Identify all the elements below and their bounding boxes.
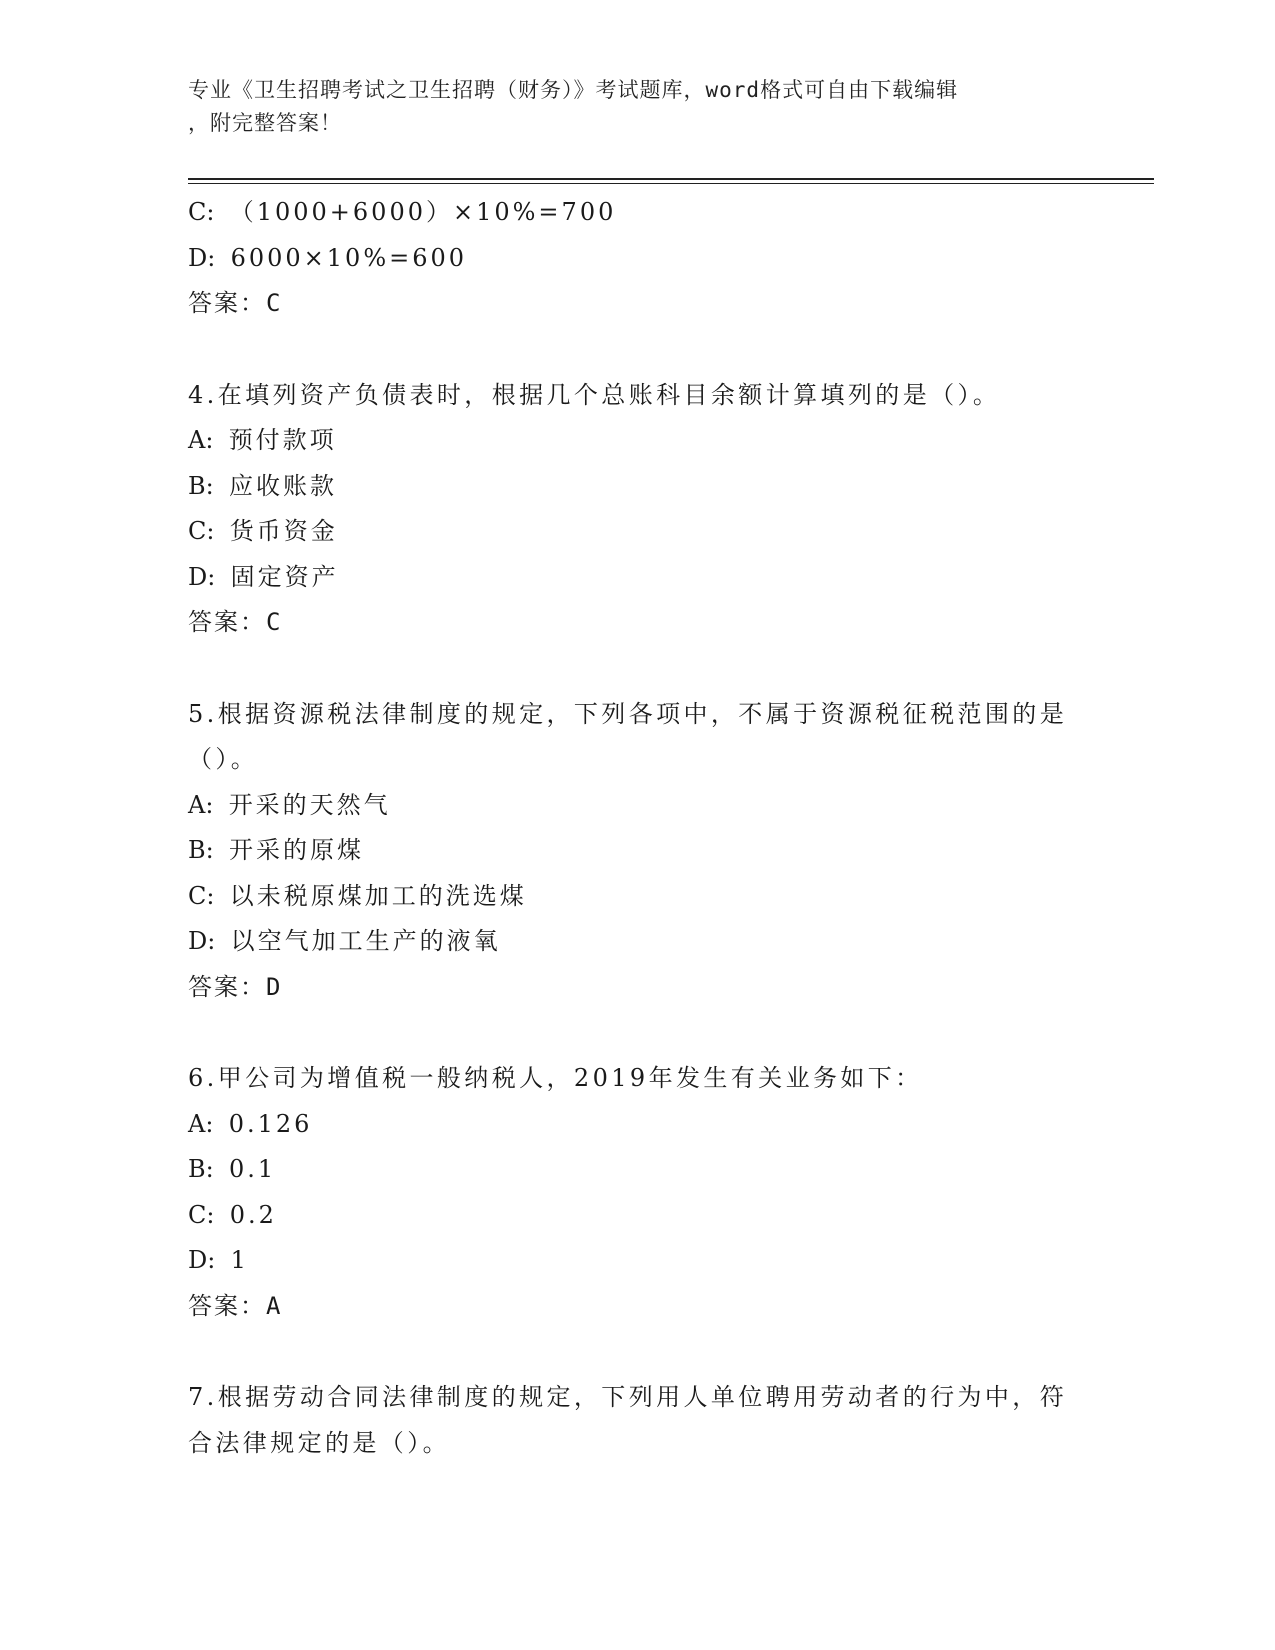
option-d: [188, 1238, 1088, 1284]
header-line-2: ，附完整答案！: [188, 111, 342, 135]
header-rule-thin: [188, 183, 1154, 184]
answer: [188, 1284, 1088, 1330]
answer: [188, 965, 1088, 1011]
option-text: 0.2: [229, 1200, 277, 1229]
option-d: [188, 919, 1088, 965]
question-5: [188, 692, 1088, 1011]
option-a: [188, 1102, 1088, 1148]
question-3: [188, 190, 1088, 327]
option-label: D:: [188, 243, 216, 272]
option-text: 6000×10%=600: [230, 243, 468, 272]
header-line-1: 专业《卫生招聘考试之卫生招聘（财务）》考试题库，word格式可自由下载编辑: [188, 78, 959, 102]
option-label: A:: [188, 790, 214, 819]
option-text: 预付款项: [228, 426, 337, 454]
option-label: C:: [188, 1200, 215, 1229]
option-text: 0.1: [229, 1155, 277, 1183]
answer-value: C: [266, 608, 283, 636]
answer-value: A: [266, 1291, 283, 1320]
question-4: [188, 373, 1088, 646]
question-stem: 5.根据资源税法律制度的规定，下列各项中，不属于资源税征税范围的是（）。: [188, 699, 1068, 773]
question-stem: 7.根据劳动合同法律制度的规定，下列用人单位聘用劳动者的行为中，符合法律规定的是（）。: [188, 1383, 1068, 1457]
option-b: [188, 1147, 1088, 1193]
option-a: [188, 418, 1088, 464]
answer-value: C: [266, 289, 283, 317]
question-6: [188, 1056, 1088, 1329]
option-text: 开采的天然气: [228, 790, 391, 819]
question-list: [188, 190, 1088, 1466]
answer: [188, 281, 1088, 327]
option-text: 0.126: [228, 1109, 313, 1138]
answer: [188, 600, 1088, 646]
option-c: [188, 1193, 1088, 1239]
answer-value: D: [266, 972, 283, 1001]
header-rule-thick: [188, 178, 1154, 180]
option-text: 应收账款: [229, 471, 337, 500]
spacer: [188, 1010, 1088, 1056]
option-label: C:: [188, 881, 215, 910]
document-header: [188, 74, 1068, 140]
option-c: [188, 509, 1088, 555]
question-7: [188, 1375, 1088, 1466]
option-label: C:: [188, 198, 215, 226]
answer-label: 答案：: [188, 972, 266, 1001]
option-text: 以未税原煤加工的洗选煤: [229, 881, 527, 910]
option-text: 1: [230, 1246, 249, 1274]
option-b: [188, 828, 1088, 874]
option-label: B:: [188, 471, 214, 500]
option-d: [188, 236, 1088, 282]
option-d: [188, 555, 1088, 601]
answer-label: 答案：: [188, 289, 266, 317]
option-b: [188, 464, 1088, 510]
option-c: [188, 874, 1088, 920]
option-c: [188, 190, 1088, 236]
option-label: D:: [188, 1246, 216, 1274]
option-text: （1000+6000）×10%=700: [229, 198, 617, 226]
option-label: D:: [188, 562, 216, 591]
spacer: [188, 327, 1088, 373]
option-label: D:: [188, 927, 216, 955]
option-text: 固定资产: [230, 562, 339, 591]
option-a: [188, 783, 1088, 829]
spacer: [188, 1329, 1088, 1375]
question-stem: 6.甲公司为增值税一般纳税人，2019年发生有关业务如下：: [188, 1064, 923, 1092]
spacer: [188, 646, 1088, 692]
option-label: A:: [188, 426, 214, 454]
option-label: C:: [188, 517, 215, 545]
option-label: A:: [188, 1109, 214, 1138]
option-text: 货币资金: [229, 517, 338, 545]
option-label: B:: [188, 1155, 214, 1183]
option-text: 开采的原煤: [229, 836, 364, 864]
answer-label: 答案：: [188, 1291, 266, 1320]
question-stem: 4.在填列资产负债表时，根据几个总账科目余额计算填列的是（）。: [188, 380, 1001, 409]
option-text: 以空气加工生产的液氧: [230, 927, 501, 955]
option-label: B:: [188, 836, 214, 864]
answer-label: 答案：: [188, 608, 266, 636]
